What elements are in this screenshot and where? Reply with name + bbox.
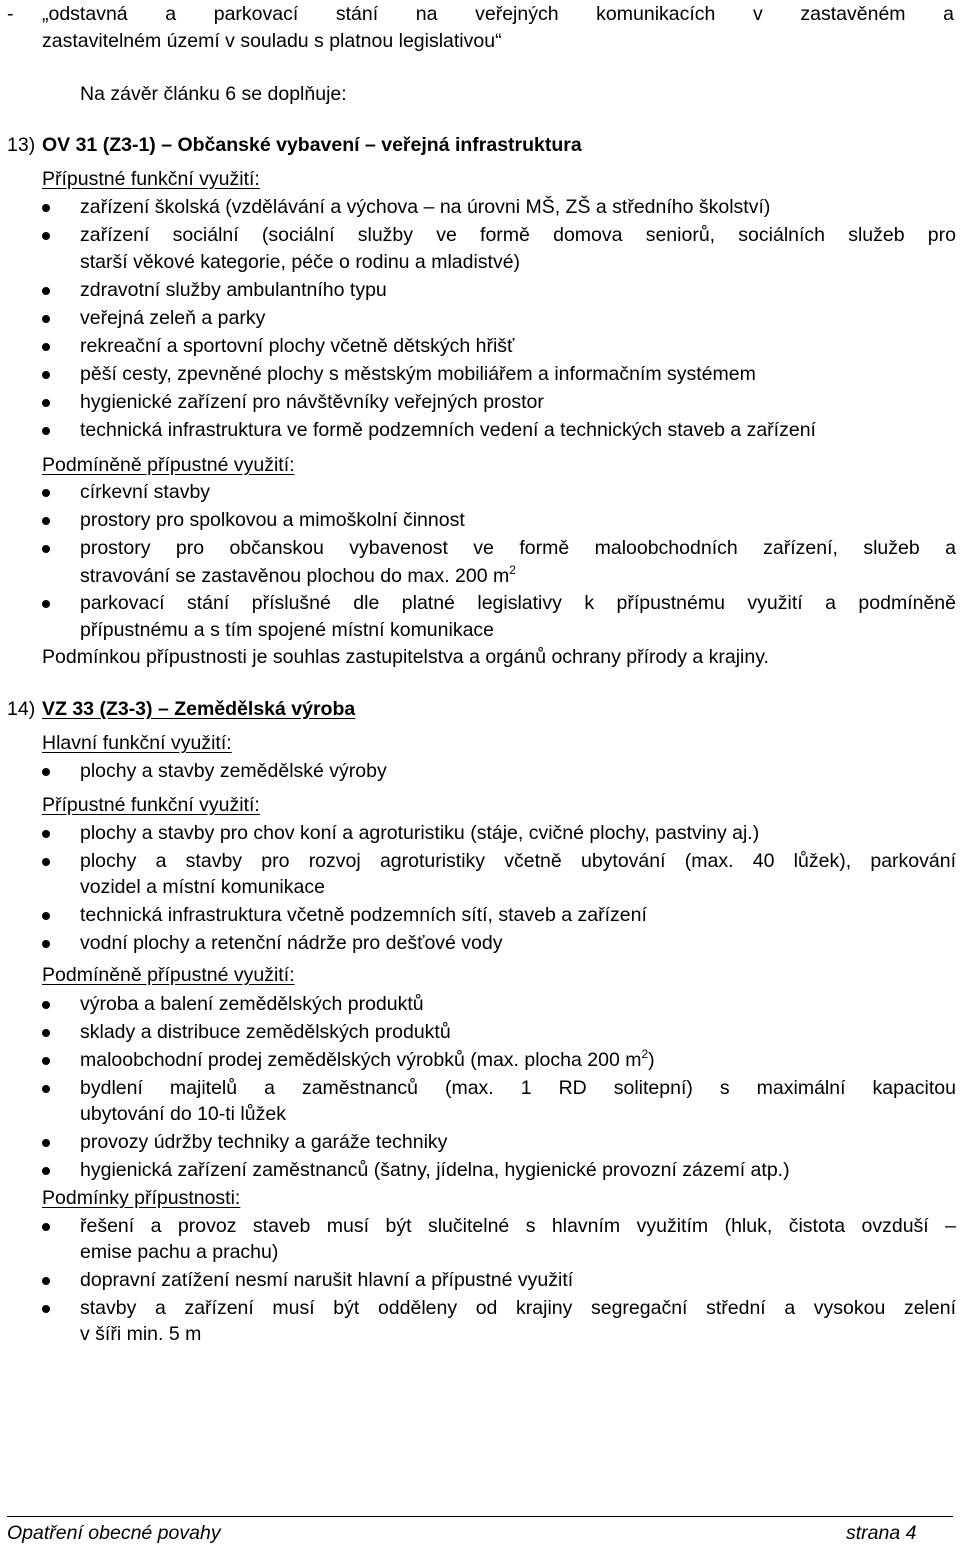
bullet xyxy=(42,912,50,920)
bullet xyxy=(42,858,50,866)
bullet xyxy=(42,1001,50,1009)
list-item-continuation: emise pachu a prachu) xyxy=(80,1241,279,1263)
list-item: hygienické zařízení pro návštěvníky veřejných prostor xyxy=(80,391,544,413)
list-item: bydlení majitelů a zaměstnanců (max. 1 RD solitерní) s maximální kapacitou xyxy=(80,1077,956,1099)
footer-rule xyxy=(7,1516,953,1517)
section-14-conditional-heading: Podmíněně přípustné využití: xyxy=(42,964,295,986)
list-item: plochy a stavby zemědělské výroby xyxy=(80,760,387,782)
bullet xyxy=(42,1029,50,1037)
list-item: zařízení sociální (sociální služby ve formě domova seniorů, sociálních služeb pro xyxy=(80,224,956,246)
bullet xyxy=(42,315,50,323)
section-13-number: 13) xyxy=(7,134,36,156)
bullet xyxy=(42,600,50,608)
bullet xyxy=(42,232,50,240)
list-item: stavby a zařízení musí být odděleny od krajiny segregační střední a vysokou zelení xyxy=(80,1297,956,1319)
list-item: řešení a provoz staveb musí být slučitelné s hlavním využitím (hluk, čistota ovzduší – xyxy=(80,1215,956,1237)
bullet xyxy=(42,517,50,525)
list-item: zařízení školská (vzdělávání a výchova – na úrovni MŠ, ZŠ a středního školství) xyxy=(80,196,771,218)
list-item: veřejná zeleň a parky xyxy=(80,307,266,329)
bullet xyxy=(42,343,50,351)
list-item-continuation xyxy=(80,562,516,590)
list-item xyxy=(80,1046,655,1074)
bullet xyxy=(42,1277,50,1285)
list-item: vodní plochy a retenční nádrže pro dešťové vody xyxy=(80,932,503,954)
bullet xyxy=(42,287,50,295)
text: stravování se zastavěnou plochou do max. 200 m xyxy=(80,565,510,587)
section-13-conditional-heading: Podmíněně přípustné využití: xyxy=(42,454,295,476)
list-item-continuation: starší věkové kategorie, péče o rodinu a mladistvé) xyxy=(80,251,521,273)
list-item: pěší cesty, zpevněné plochy s městským mobiliářem a informačním systémem xyxy=(80,363,756,385)
list-item: technická infrastruktura ve formě podzemních vedení a technických staveb a zařízení xyxy=(80,419,816,441)
list-item: výroba a balení zemědělských produktů xyxy=(80,993,424,1015)
bullet xyxy=(42,427,50,435)
section-13-permitted-heading: Přípustné funkční využití: xyxy=(42,168,260,190)
list-item: hygienická zařízení zaměstnanců (šatny, jídelna, hygienické provozní zázemí atp.) xyxy=(80,1159,790,1181)
bullet xyxy=(42,489,50,497)
bullet xyxy=(42,371,50,379)
condition-note: Podmínkou přípustnosti je souhlas zastupitelstva a orgánů ochrany přírody a krajiny. xyxy=(42,646,769,668)
text: maloobchodní prodej zemědělských výrobků (max. plocha 200 m xyxy=(80,1049,642,1071)
intro-dash: - xyxy=(7,3,14,25)
list-item-continuation: přípustnému a s tím spojené místní komunikace xyxy=(80,619,495,641)
bullet xyxy=(42,1167,50,1175)
bullet xyxy=(42,1305,50,1313)
list-item: rekreační a sportovní plochy včetně dětských hřišť xyxy=(80,335,515,357)
bullet xyxy=(42,545,50,553)
list-item: zdravotní služby ambulantního typu xyxy=(80,279,387,301)
bullet xyxy=(42,1085,50,1093)
bullet xyxy=(42,1057,50,1065)
addition-note: Na závěr článku 6 se doplňuje: xyxy=(80,83,347,105)
section-14-permitted-heading: Přípustné funkční využití: xyxy=(42,794,260,816)
section-14-conditions-heading: Podmínky přípustnosti: xyxy=(42,1187,241,1209)
list-item: sklady a distribuce zemědělských produktů xyxy=(80,1021,451,1043)
list-item: prostory pro občanskou vybavenost ve formě maloobchodních zařízení, služeb a xyxy=(80,537,956,559)
footer-page-number: strana 4 xyxy=(846,1522,917,1544)
bullet xyxy=(42,204,50,212)
bullet xyxy=(42,768,50,776)
list-item-continuation: v šíři min. 5 m xyxy=(80,1323,202,1345)
list-item: plochy a stavby pro rozvoj agroturistiky včetně ubytování (max. 40 lůžek), parkování xyxy=(80,850,956,872)
bullet xyxy=(42,940,50,948)
list-item: technická infrastruktura včetně podzemních sítí, staveb a zařízení xyxy=(80,904,647,926)
section-14-title: VZ 33 (Z3-3) – Zemědělská výroba xyxy=(42,698,356,720)
list-item: prostory pro spolkovou a mimoškolní činnost xyxy=(80,509,465,531)
superscript: 2 xyxy=(641,1047,649,1061)
list-item: parkovací stání příslušné dle platné legislativy k přípustnému využití a podmíněně xyxy=(80,592,956,614)
section-14-main-heading: Hlavní funkční využití: xyxy=(42,732,232,754)
list-item-continuation: ubytování do 10-ti lůžek xyxy=(80,1103,286,1125)
intro-line-2: zastavitelném území v souladu s platnou legislativou“ xyxy=(42,30,502,52)
intro-line-1: „odstavná a parkovací stání na veřejných komunikacích v zastavěném a xyxy=(42,3,954,25)
text: ) xyxy=(648,1049,655,1071)
list-item: plochy a stavby pro chov koní a agroturistiku (stáje, cvičné plochy, pastviny aj.) xyxy=(80,822,760,844)
superscript: 2 xyxy=(509,563,516,577)
list-item-continuation: vozidel a místní komunikace xyxy=(80,876,325,898)
footer-document-title: Opatření obecné povahy xyxy=(7,1522,221,1544)
list-item: provozy údržby techniky a garáže techniky xyxy=(80,1131,448,1153)
bullet xyxy=(42,1223,50,1231)
list-item: církevní stavby xyxy=(80,481,211,503)
list-item: dopravní zatížení nesmí narušit hlavní a přípustné využití xyxy=(80,1269,574,1291)
bullet xyxy=(42,1139,50,1147)
bullet xyxy=(42,830,50,838)
bullet xyxy=(42,399,50,407)
section-13-title: OV 31 (Z3-1) – Občanské vybavení – veřejná infrastruktura xyxy=(42,134,582,156)
section-14-number: 14) xyxy=(7,698,36,720)
